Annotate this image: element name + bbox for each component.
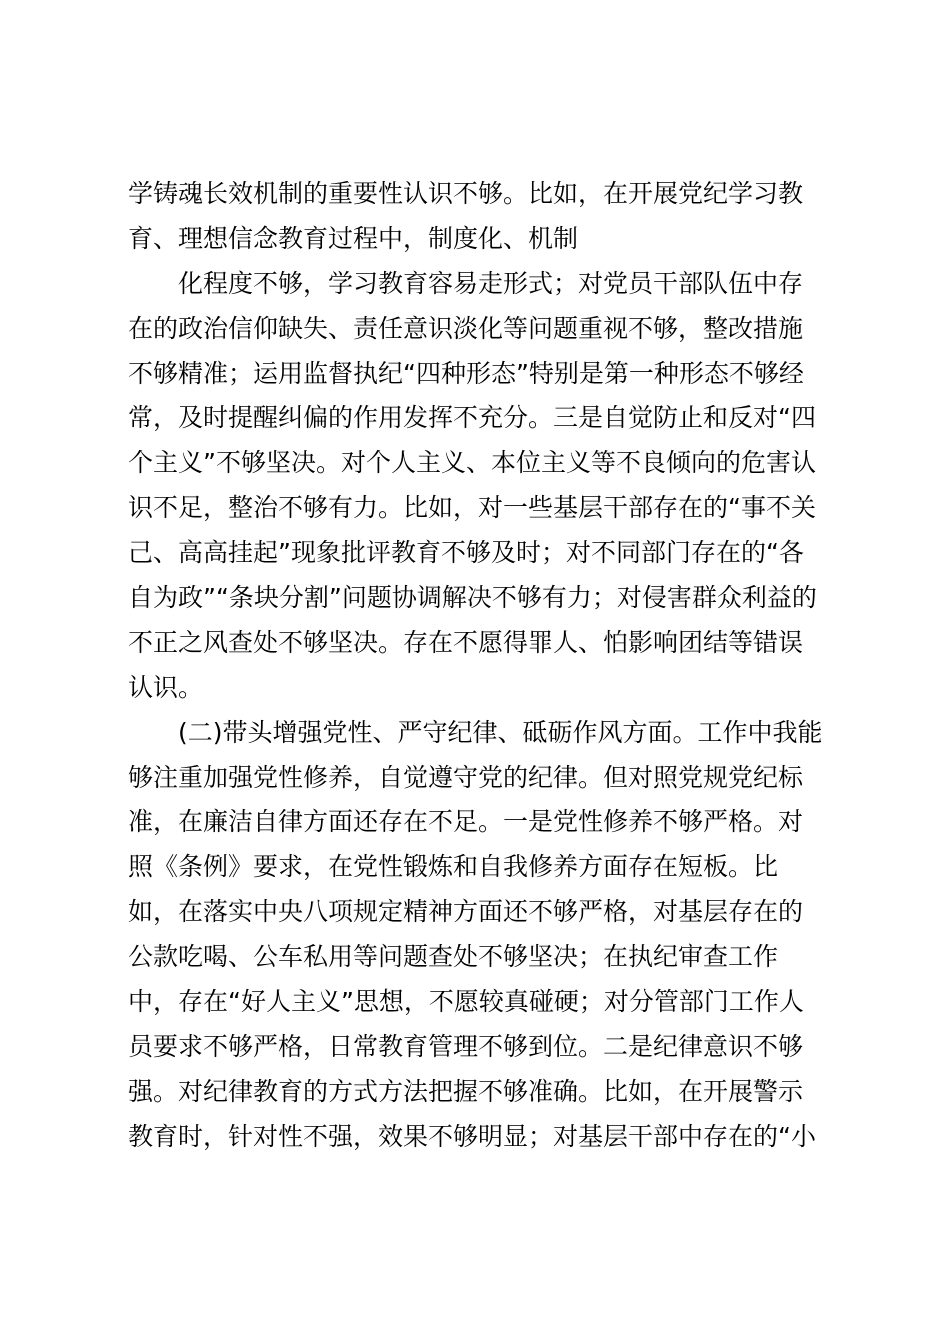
text-line: 公款吃喝、公车私用等问题查处不够坚决；在执纪审查工作 [128, 942, 779, 972]
text-line: 强。对纪律教育的方式方法把握不够准确。比如，在开展警示 [128, 1076, 804, 1106]
text-line: 化程度不够，学习教育容易走形式；对党员干部队伍中存 [178, 268, 804, 298]
text-line: 学铸魂长效机制的重要性认识不够。比如，在开展党纪学习教 [128, 179, 804, 208]
text-line: 认识。 [128, 672, 204, 702]
text-line: 自为政”“条块分割”问题协调解决不够有力；对侵害群众利益的 [128, 583, 817, 613]
text-line: 育、理想信念教育过程中，制度化、机制 [128, 223, 579, 253]
text-line: 个主义”不够坚决。对个人主义、本位主义等不良倾向的危害认 [128, 448, 816, 478]
text-line: 己、高高挂起”现象批评教育不够及时；对不同部门存在的“各 [128, 538, 804, 568]
text-line: 不正之风查处不够坚决。存在不愿得罪人、怕影响团结等错误 [128, 627, 804, 657]
text-line: (二)带头增强党性、严守纪律、砥砺作风方面。工作中我能 [178, 717, 823, 747]
text-line: 中，存在“好人主义”思想，不愿较真碰硬；对分管部门工作人 [128, 987, 804, 1017]
text-line: 识不足，整治不够有力。比如，对一些基层干部存在的“事不关 [128, 493, 816, 523]
body-text [128, 172, 838, 1160]
text-line: 准，在廉洁自律方面还存在不足。一是党性修养不够严格。对 [128, 807, 804, 837]
text-line: 在的政治信仰缺失、责任意识淡化等问题重视不够，整改措施 [128, 313, 804, 343]
text-line: 够注重加强党性修养，自觉遵守党的纪律。但对照党规党纪标 [128, 762, 804, 792]
text-line: 不够精准；运用监督执纪“四种形态”特别是第一种形态不够经 [128, 358, 804, 388]
text-line: 教育时，针对性不强，效果不够明显；对基层干部中存在的“小 [128, 1121, 816, 1151]
text-line: 常，及时提醒纠偏的作用发挥不充分。三是自觉防止和反对“四 [128, 403, 816, 433]
text-line: 如，在落实中央八项规定精神方面还不够严格，对基层存在的 [128, 897, 804, 927]
text-line: 员要求不够严格，日常教育管理不够到位。二是纪律意识不够 [128, 1031, 804, 1061]
text-line: 照《条例》要求，在党性锻炼和自我修养方面存在短板。比 [128, 852, 779, 882]
